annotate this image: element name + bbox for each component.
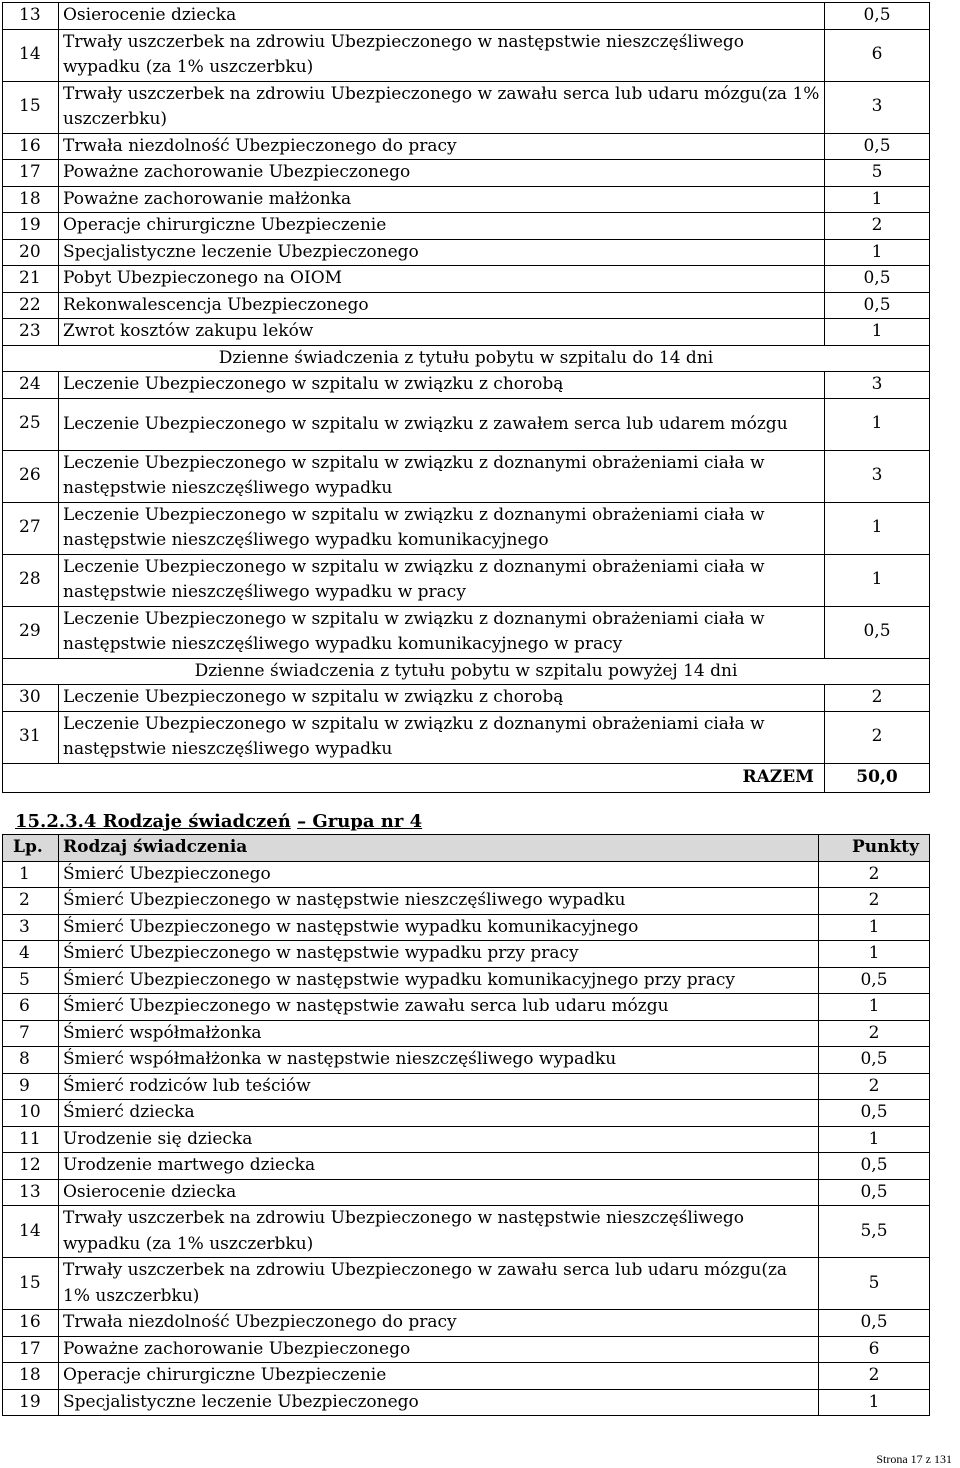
header-name: Rodzaj świadczenia xyxy=(59,835,819,862)
table-row xyxy=(3,1336,930,1363)
table-row xyxy=(3,29,930,81)
table-row xyxy=(3,502,930,554)
benefit-name: Pobyt Ubezpieczonego na OIOM xyxy=(59,266,825,293)
row-number: 22 xyxy=(3,292,59,319)
benefits-table-body xyxy=(3,3,930,764)
total-value: 50,0 xyxy=(825,763,930,792)
table-row xyxy=(3,967,930,994)
benefit-name: Urodzenie się dziecka xyxy=(59,1126,819,1153)
benefit-points: 1 xyxy=(825,319,930,346)
section-row xyxy=(3,658,930,685)
section-heading-suffix: – Grupa nr 4 xyxy=(297,811,423,832)
table-row xyxy=(3,133,930,160)
benefit-points: 2 xyxy=(819,1073,930,1100)
row-number: 7 xyxy=(3,1020,59,1047)
row-number: 17 xyxy=(3,160,59,187)
header-lp: Lp. xyxy=(3,835,59,862)
benefit-points: 3 xyxy=(825,450,930,502)
benefit-name: Śmierć współmałżonka xyxy=(59,1020,819,1047)
benefit-points: 0,5 xyxy=(825,3,930,30)
benefit-points: 5 xyxy=(819,1258,930,1310)
table-row xyxy=(3,941,930,968)
row-number: 19 xyxy=(3,1389,59,1416)
benefit-name: Zwrot kosztów zakupu leków xyxy=(59,319,825,346)
benefit-points: 1 xyxy=(825,398,930,450)
benefit-points: 5 xyxy=(825,160,930,187)
benefit-points: 1 xyxy=(819,941,930,968)
row-number: 18 xyxy=(3,186,59,213)
section-row xyxy=(3,345,930,372)
benefit-name: Trwała niezdolność Ubezpieczonego do pracy xyxy=(59,1310,819,1337)
table-row xyxy=(3,888,930,915)
benefit-name: Śmierć współmałżonka w następstwie nieszczęśliwego wypadku xyxy=(59,1047,819,1074)
benefit-points: 1 xyxy=(819,1126,930,1153)
table-row xyxy=(3,994,930,1021)
benefit-name: Leczenie Ubezpieczonego w szpitalu w związku z doznanymi obrażeniami ciała w następstwie nieszczęśliwego wypadku komunikacyjnego w pracy xyxy=(59,606,825,658)
benefit-points: 2 xyxy=(825,213,930,240)
benefit-points: 2 xyxy=(819,861,930,888)
table-row xyxy=(3,372,930,399)
benefit-points: 1 xyxy=(825,554,930,606)
benefit-points: 3 xyxy=(825,81,930,133)
table-row xyxy=(3,213,930,240)
row-number: 29 xyxy=(3,606,59,658)
table-row xyxy=(3,711,930,763)
row-number: 4 xyxy=(3,941,59,968)
row-number: 15 xyxy=(3,1258,59,1310)
benefit-points: 5,5 xyxy=(819,1206,930,1258)
benefit-points: 0,5 xyxy=(825,292,930,319)
table-row xyxy=(3,1073,930,1100)
benefit-points: 2 xyxy=(819,1020,930,1047)
row-number: 26 xyxy=(3,450,59,502)
row-number: 13 xyxy=(3,3,59,30)
row-number: 8 xyxy=(3,1047,59,1074)
benefit-points: 0,5 xyxy=(819,967,930,994)
row-number: 11 xyxy=(3,1126,59,1153)
benefit-points: 0,5 xyxy=(819,1179,930,1206)
benefit-name: Trwały uszczerbek na zdrowiu Ubezpieczonego w następstwie nieszczęśliwego wypadku (za 1% uszczerbku) xyxy=(59,29,825,81)
row-number: 14 xyxy=(3,29,59,81)
row-number: 1 xyxy=(3,861,59,888)
table-row xyxy=(3,1363,930,1390)
benefit-name: Operacje chirurgiczne Ubezpieczenie xyxy=(59,1363,819,1390)
row-number: 16 xyxy=(3,133,59,160)
row-number: 2 xyxy=(3,888,59,915)
row-number: 6 xyxy=(3,994,59,1021)
benefit-points: 2 xyxy=(819,1363,930,1390)
benefit-name: Specjalistyczne leczenie Ubezpieczonego xyxy=(59,1389,819,1416)
table-row xyxy=(3,914,930,941)
table-row xyxy=(3,1310,930,1337)
section-title: Dzienne świadczenia z tytułu pobytu w szpitalu powyżej 14 dni xyxy=(3,658,930,685)
benefit-name: Osierocenie dziecka xyxy=(59,3,825,30)
benefit-points: 1 xyxy=(819,1389,930,1416)
row-number: 9 xyxy=(3,1073,59,1100)
header-points: Punkty xyxy=(819,835,930,862)
table-row xyxy=(3,606,930,658)
row-number: 21 xyxy=(3,266,59,293)
table-row xyxy=(3,1389,930,1416)
table-header-row xyxy=(3,835,930,862)
row-number: 20 xyxy=(3,239,59,266)
table-row xyxy=(3,1206,930,1258)
benefit-name: Poważne zachorowanie Ubezpieczonego xyxy=(59,160,825,187)
table-row xyxy=(3,3,930,30)
row-number: 13 xyxy=(3,1179,59,1206)
row-number: 28 xyxy=(3,554,59,606)
benefit-name: Śmierć Ubezpieczonego xyxy=(59,861,819,888)
table-row xyxy=(3,319,930,346)
group-4-table-body xyxy=(3,861,930,1416)
benefit-name: Poważne zachorowanie małżonka xyxy=(59,186,825,213)
benefit-name: Trwały uszczerbek na zdrowiu Ubezpieczonego w zawału serca lub udaru mózgu(za 1% uszczerbku) xyxy=(59,1258,819,1310)
total-blank-cell xyxy=(3,763,59,792)
benefit-points: 2 xyxy=(825,685,930,712)
group-4-benefits-table xyxy=(2,834,930,1416)
page-number: Strona 17 z 131 xyxy=(876,1452,952,1466)
benefit-name: Śmierć Ubezpieczonego w następstwie wypadku komunikacyjnego xyxy=(59,914,819,941)
benefit-name: Poważne zachorowanie Ubezpieczonego xyxy=(59,1336,819,1363)
table-row xyxy=(3,398,930,450)
row-number: 10 xyxy=(3,1100,59,1127)
benefit-points: 1 xyxy=(825,186,930,213)
row-number: 30 xyxy=(3,685,59,712)
table-row xyxy=(3,81,930,133)
benefit-points: 2 xyxy=(819,888,930,915)
benefit-name: Leczenie Ubezpieczonego w szpitalu w związku z zawałem serca lub udarem mózgu xyxy=(59,398,825,450)
table-row xyxy=(3,160,930,187)
table-row xyxy=(3,1179,930,1206)
table-row xyxy=(3,1258,930,1310)
section-title: Dzienne świadczenia z tytułu pobytu w szpitalu do 14 dni xyxy=(3,345,930,372)
benefit-points: 1 xyxy=(819,994,930,1021)
table-row xyxy=(3,1126,930,1153)
benefit-name: Leczenie Ubezpieczonego w szpitalu w związku z doznanymi obrażeniami ciała w następstwie nieszczęśliwego wypadku xyxy=(59,450,825,502)
table-row xyxy=(3,186,930,213)
benefit-points: 0,5 xyxy=(825,606,930,658)
benefit-points: 0,5 xyxy=(819,1047,930,1074)
section-heading-prefix: 15.2.3.4 Rodzaje świadczeń xyxy=(15,811,291,832)
benefit-points: 0,5 xyxy=(825,266,930,293)
row-number: 14 xyxy=(3,1206,59,1258)
row-number: 19 xyxy=(3,213,59,240)
benefit-name: Śmierć Ubezpieczonego w następstwie wypadku komunikacyjnego przy pracy xyxy=(59,967,819,994)
row-number: 12 xyxy=(3,1153,59,1180)
benefits-table-continued xyxy=(2,2,930,793)
benefit-name: Urodzenie martwego dziecka xyxy=(59,1153,819,1180)
row-number: 25 xyxy=(3,398,59,450)
section-heading xyxy=(15,810,422,834)
benefit-name: Osierocenie dziecka xyxy=(59,1179,819,1206)
benefit-name: Leczenie Ubezpieczonego w szpitalu w związku z chorobą xyxy=(59,372,825,399)
table-row xyxy=(3,1020,930,1047)
row-number: 5 xyxy=(3,967,59,994)
row-number: 3 xyxy=(3,914,59,941)
row-number: 16 xyxy=(3,1310,59,1337)
benefit-name: Leczenie Ubezpieczonego w szpitalu w związku z doznanymi obrażeniami ciała w następstwie nieszczęśliwego wypadku w pracy xyxy=(59,554,825,606)
benefit-name: Rekonwalescencja Ubezpieczonego xyxy=(59,292,825,319)
benefit-points: 2 xyxy=(825,711,930,763)
row-number: 17 xyxy=(3,1336,59,1363)
benefit-points: 6 xyxy=(819,1336,930,1363)
benefit-name: Trwały uszczerbek na zdrowiu Ubezpieczonego w zawału serca lub udaru mózgu(za 1% uszczerbku) xyxy=(59,81,825,133)
benefit-name: Śmierć Ubezpieczonego w następstwie wypadku przy pracy xyxy=(59,941,819,968)
benefit-name: Śmierć dziecka xyxy=(59,1100,819,1127)
table-row xyxy=(3,292,930,319)
benefit-name: Specjalistyczne leczenie Ubezpieczonego xyxy=(59,239,825,266)
benefit-points: 0,5 xyxy=(825,133,930,160)
benefit-points: 0,5 xyxy=(819,1310,930,1337)
total-row xyxy=(3,763,930,792)
row-number: 15 xyxy=(3,81,59,133)
benefit-name: Leczenie Ubezpieczonego w szpitalu w związku z chorobą xyxy=(59,685,825,712)
table-row xyxy=(3,554,930,606)
benefit-points: 0,5 xyxy=(819,1153,930,1180)
benefit-points: 1 xyxy=(819,914,930,941)
row-number: 23 xyxy=(3,319,59,346)
row-number: 18 xyxy=(3,1363,59,1390)
row-number: 24 xyxy=(3,372,59,399)
table-row xyxy=(3,685,930,712)
table-row xyxy=(3,1100,930,1127)
benefit-points: 1 xyxy=(825,239,930,266)
table-row xyxy=(3,861,930,888)
table-row xyxy=(3,1153,930,1180)
benefit-name: Śmierć Ubezpieczonego w następstwie zawału serca lub udaru mózgu xyxy=(59,994,819,1021)
benefit-points: 0,5 xyxy=(819,1100,930,1127)
benefit-points: 3 xyxy=(825,372,930,399)
benefit-name: Śmierć rodziców lub teściów xyxy=(59,1073,819,1100)
table-row xyxy=(3,239,930,266)
row-number: 31 xyxy=(3,711,59,763)
table-row xyxy=(3,1047,930,1074)
row-number: 27 xyxy=(3,502,59,554)
benefit-name: Śmierć Ubezpieczonego w następstwie nieszczęśliwego wypadku xyxy=(59,888,819,915)
benefit-points: 1 xyxy=(825,502,930,554)
benefit-name: Leczenie Ubezpieczonego w szpitalu w związku z doznanymi obrażeniami ciała w następstwie nieszczęśliwego wypadku komunikacyjnego xyxy=(59,502,825,554)
benefit-name: Leczenie Ubezpieczonego w szpitalu w związku z doznanymi obrażeniami ciała w następstwie nieszczęśliwego wypadku xyxy=(59,711,825,763)
benefit-name: Operacje chirurgiczne Ubezpieczenie xyxy=(59,213,825,240)
benefit-points: 6 xyxy=(825,29,930,81)
benefit-name: Trwały uszczerbek na zdrowiu Ubezpieczonego w następstwie nieszczęśliwego wypadku (za 1% uszczerbku) xyxy=(59,1206,819,1258)
table-row xyxy=(3,450,930,502)
total-label: RAZEM xyxy=(59,763,825,792)
benefit-name: Trwała niezdolność Ubezpieczonego do pracy xyxy=(59,133,825,160)
table-row xyxy=(3,266,930,293)
